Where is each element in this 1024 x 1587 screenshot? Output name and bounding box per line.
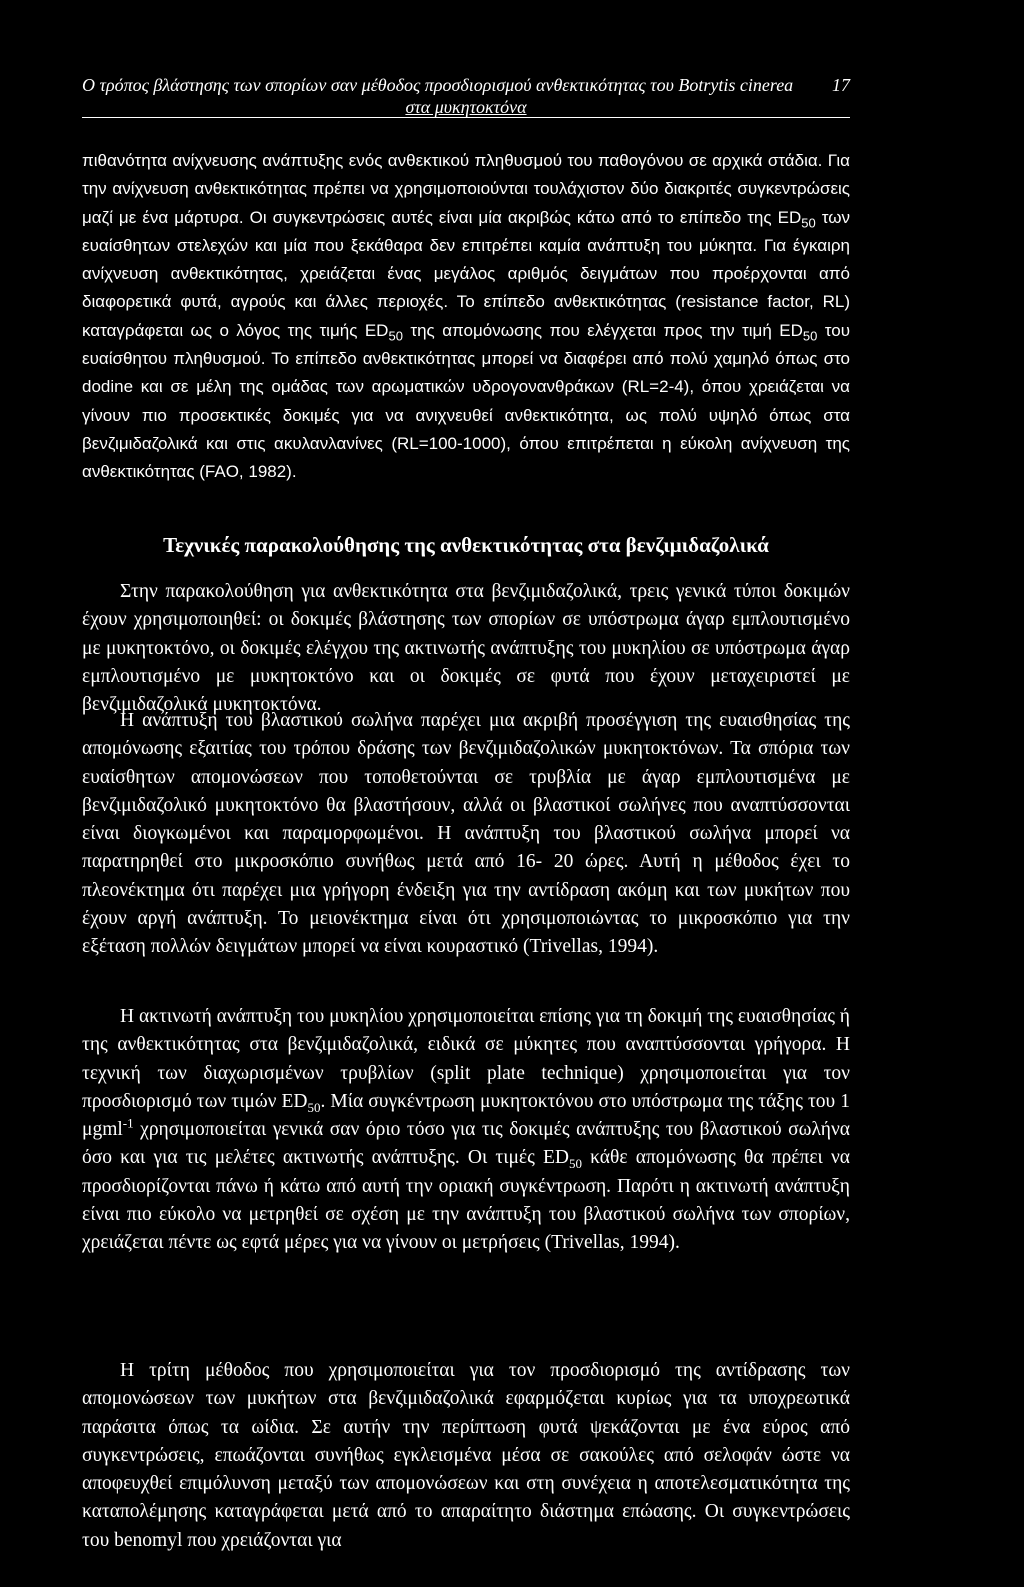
running-title-line2: στα μυκητοκτόνα: [405, 97, 527, 117]
paragraph-plant-tests: Η τρίτη μέθοδος που χρησιμοποιείται για τον προσδιορισμό της αντίδρασης των απομονώσεων των μυκήτων στα βενζιμιδαζολικά εφαρμόζεται κυρίως για τα υποχρεωτικά παράσιτα όπως τα ωίδια. Σε αυτήν την περίπτωση φυτά ψεκάζονται με ένα εύρος από συγκεντρώσεις, επωάζονται συνήθως εγκλεισμένα μέσα σε σακούλες από σελοφάν ώστε να αποφευχθεί επιμόλυνση μεταξύ των απομονώσεων και στη συνέχεια η αποτελεσματικότητα της καταπολέμησης καταγράφεται μετά από το απαραίτητο διάστημα επώασης. Οι συγκεντρώσεις του benomyl που χρειάζονται για: [82, 1360, 850, 1551]
section-heading: Τεχνικές παρακολούθησης της ανθεκτικότητας στα βενζιμιδαζολικά: [163, 533, 769, 557]
running-title: Ο τρόπος βλάστησης των σπορίων σαν μέθοδος προσδιορισμού ανθεκτικότητας του Botrytis cinerea: [82, 75, 794, 95]
paragraph-radial-growth: Η ακτινωτή ανάπτυξη του μυκηλίου χρησιμοποιείται επίσης για τη δοκιμή της ευαισθησίας ή της ανθεκτικότητας στα βενζιμιδαζολικά, ειδικά σε μύκητες που αναπτύσσονται γρήγορα. Η τεχνική των διαχωρισμένων τρυβλίων (split plate technique) χρησιμοποιείται για τον προσδιορισμό των τιμών $ED_{50}$. Μία συγκέντρωση μυκητοκτόνου στο υπόστρωμα της τάξης του 1 μgml$^{-1}$ χρησιμοποιείται γενικά σαν όριο τόσο για τις δοκιμές ανάπτυξης του βλαστικού σωλήνα όσο και για τις μελέτες ακτινωτής ανάπτυξης. Οι τιμές $ED_{50}$ κάθε απομόνωσης θα πρέπει να προσδιορίζονται πάνω ή κάτω από αυτή την οριακή συγκέντρωση. Παρότι η ακτινωτή ανάπτυξη είναι πιο εύκολο να μετρηθεί σε σχέση με την ανάπτυξη του βλαστικού σωλήνα των σπορίων, χρειάζεται πέντε ως εφτά μέρες για να γίνουν οι μετρήσεις (Trivellas, 1994).: [82, 1006, 850, 1254]
paragraph-germ-tube: Η ανάπτυξη του βλαστικού σωλήνα παρέχει μια ακριβή προσέγγιση της ευαισθησίας της απομόνωσης εξαιτίας του τρόπου δράσης των βενζιμιδαζολικών μυκητοκτόνων. Τα σπόρια των ευαίσθητων απομονώσεων που τοποθετούνται σε τρυβλία με άγαρ εμπλουτισμένα με βενζιμιδαζολικό μυκητοκτόνο θα βλαστήσουν, αλλά οι βλαστικοί σωλήνες που αναπτύσσονται είναι διογκωμένοι και παραμορφωμένοι. Η ανάπτυξη του βλαστικού σωλήνα μπορεί να παρατηρηθεί στο μικροσκόπιο συνήθως μετά από 16- 20 ώρες. Αυτή η μέθοδος έχει το πλεονέκτημα ότι παρέχει μια γρήγορη ένδειξη για την αντίδραση ακόμη και των μυκήτων που έχουν αργή ανάπτυξη. Το μειονέκτημα είναι ότι χρησιμοποιώντας το μικροσκόπιο για την εξέταση πολλών δειγμάτων μπορεί να είναι κουραστικό (Trivellas, 1994).: [82, 710, 850, 958]
running-header: [82, 74, 850, 118]
paragraph-test-types: Στην παρακολούθηση για ανθεκτικότητα στα βενζιμιδαζολικά, τρεις γενικά τύποι δοκιμών έχουν χρησιμοποιηθεί: οι δοκιμές βλάστησης των σπορίων σε υπόστρωμα άγαρ εμπλουτισμένο με μυκητοκτόνο, οι δοκιμές ελέγχου της ακτινωτής ανάπτυξης του μυκηλίου σε υπόστρωμα άγαρ εμπλουτισμένο με μυκητοκτόνο και οι δοκιμές σε φυτά που έχουν μεταχειριστεί με βενζιμιδαζολικά μυκητοκτόνα.: [82, 581, 850, 716]
paragraph-resistance-detection: πιθανότητα ανίχνευσης ανάπτυξης ενός ανθεκτικού πληθυσμού του παθογόνου σε αρχικά στάδια. Για την ανίχνευση ανθεκτικότητας πρέπει να χρησιμοποιούνται τουλάχιστον δύο διακριτές συγκεντρώσεις μαζί με ένα μάρτυρα. Οι συγκεντρώσεις αυτές είναι μία ακριβώς κάτω από το επίπεδο της $ED_{50}$ των ευαίσθητων στελεχών και μία που ξεκάθαρα δεν επιτρέπει καμία ανάπτυξη του μύκητα. Για έγκαιρη ανίχνευση ανθεκτικότητας, χρειάζεται ένας μεγάλος αριθμός δειγμάτων που προέρχονται από διαφορετικά φυτά, αγρούς και άλλες περιοχές. Το επίπεδο ανθεκτικότητας (resistance factor, RL) καταγράφεται ως ο λόγος της τιμής $ED_{50}$ της απομόνωσης που ελέγχεται προς την τιμή $ED_{50}$ του ευαίσθητου πληθυσμού. Το επίπεδο ανθεκτικότητας μπορεί να διαφέρει από πολύ χαμηλό όπως στο dodine και σε μέλη της ομάδας των αρωματικών υδρογονανθράκων (RL=2-4), όπου χρειάζεται να γίνουν πιο προσεκτικές δοκιμές για να ανιχνευθεί ανθεκτικότητα, ως πολύ υψηλό όπως στα βενζιμιδαζολικά και στις ακυλανλανίνες (RL=100-1000), όπου επιτρέπεται η εύκολη ανίχνευση της ανθεκτικότητας (FAO, 1982).: [82, 151, 851, 482]
header-rule: [82, 117, 850, 118]
page-number: 17: [832, 75, 850, 95]
